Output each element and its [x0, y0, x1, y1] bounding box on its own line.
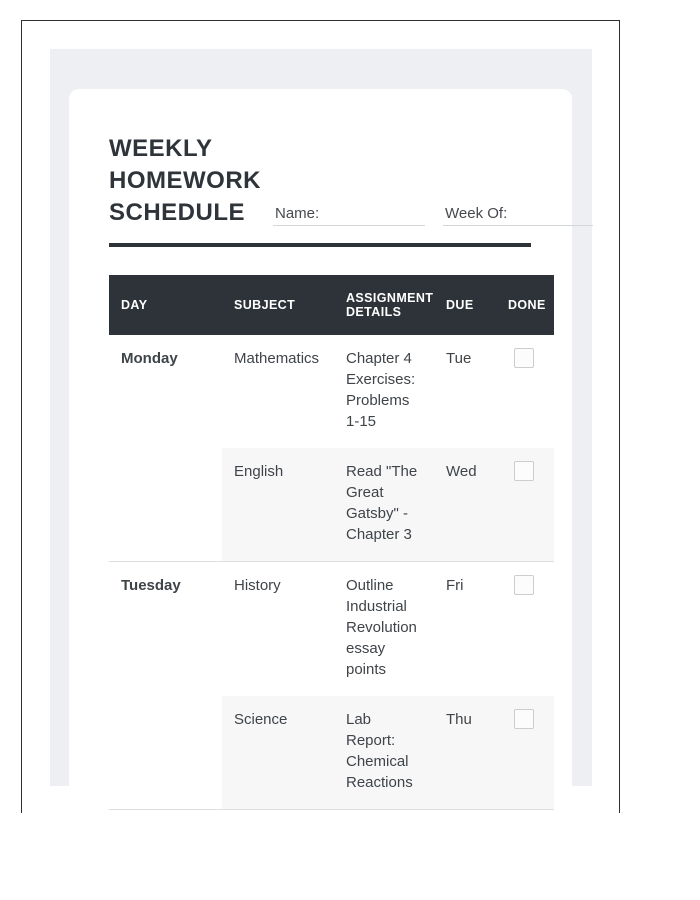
- column-header-subject: SUBJECT: [222, 275, 334, 335]
- done-checkbox[interactable]: [514, 575, 534, 595]
- details-cell: Outline Industrial Revolution essay points: [334, 561, 434, 696]
- title-underline-rule: [109, 243, 531, 247]
- subject-cell: [222, 809, 334, 813]
- column-header-details: ASSIGNMENT DETAILS: [334, 275, 434, 335]
- preview-panel: [50, 49, 592, 791]
- subject-cell: Mathematics: [234, 349, 320, 367]
- table-row-monday-mathematics: [109, 335, 554, 448]
- worksheet-card: [69, 89, 572, 791]
- table-row-truncated: [109, 809, 554, 813]
- subject-cell: History: [222, 561, 334, 696]
- column-header-day: DAY: [109, 275, 222, 335]
- due-cell: Fri: [434, 561, 502, 696]
- day-label-tuesday: Tuesday: [109, 561, 222, 809]
- column-header-due: DUE: [434, 275, 502, 335]
- done-checkbox[interactable]: [514, 348, 534, 368]
- day-label-truncated: [109, 809, 222, 813]
- due-cell: [434, 809, 502, 813]
- done-cell: [502, 696, 554, 810]
- subject-cell: Science: [222, 696, 334, 810]
- details-cell: [334, 809, 434, 813]
- column-header-done: DONE: [502, 275, 554, 335]
- homework-table: [109, 275, 554, 814]
- done-cell: [502, 809, 554, 813]
- done-cell: [502, 448, 554, 562]
- due-cell: Tue: [446, 349, 472, 367]
- day-label-monday: Monday: [121, 349, 178, 367]
- name-label: Name:: [275, 205, 320, 222]
- done-checkbox[interactable]: [514, 709, 534, 729]
- worksheet-header: [109, 133, 572, 229]
- subject-cell: English: [222, 448, 334, 562]
- name-field[interactable]: [273, 205, 425, 226]
- done-checkbox[interactable]: [514, 461, 534, 481]
- details-cell: Read "The Great Gatsby" - Chapter 3: [334, 448, 434, 562]
- due-cell: Wed: [434, 448, 502, 562]
- document-frame: [21, 20, 620, 813]
- week-of-field[interactable]: [443, 205, 593, 226]
- done-cell: [502, 561, 554, 696]
- table-row-tuesday-history: [109, 561, 554, 696]
- week-of-label: Week Of:: [445, 205, 508, 222]
- details-cell: Lab Report: Chemical Reactions: [334, 696, 434, 810]
- page-title: WEEKLY HOMEWORK SCHEDULE: [109, 135, 261, 226]
- details-cell: Chapter 4 Exercises: Problems 1-15: [346, 349, 416, 430]
- due-cell: Thu: [434, 696, 502, 810]
- done-cell: [502, 335, 554, 448]
- table-header-row: [109, 275, 554, 335]
